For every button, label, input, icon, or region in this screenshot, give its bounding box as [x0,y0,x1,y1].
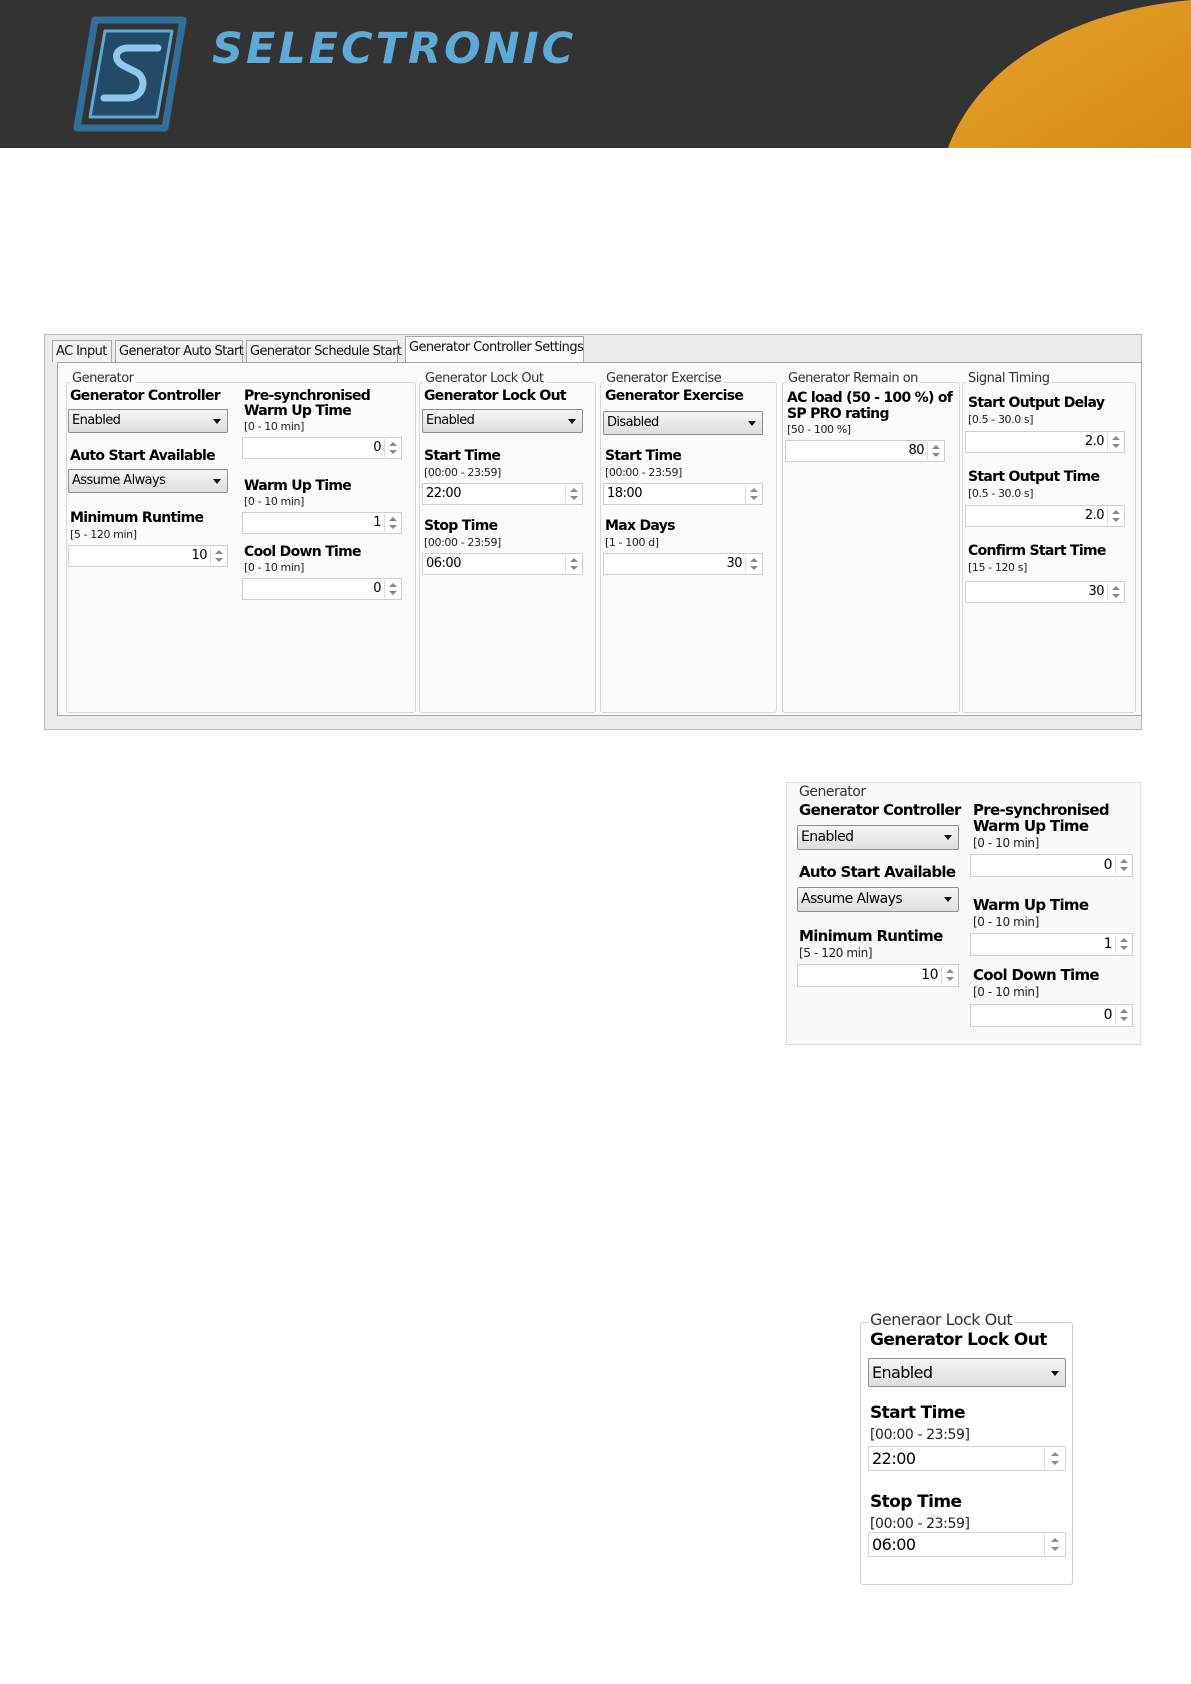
exercise-value: Disabled [607,415,659,430]
lockout-start-time-value: 22:00 [426,486,461,501]
lockout-start-time-input[interactable] [868,1446,1066,1471]
tab-generator-auto-start[interactable]: Generator Auto Start [115,340,243,362]
remain-on-group-title: Generator Remain on [788,371,918,386]
presync-warmup-input[interactable] [242,437,402,459]
spinner-arrows-icon[interactable] [1107,507,1123,525]
presync-warmup-range: [0 - 10 min] [244,420,304,433]
generator-controller-label: Generator Controller [70,388,220,404]
auto-start-available-value: Assume Always [801,891,903,907]
lockout-start-time-input[interactable] [422,483,583,505]
tab-ac-input[interactable]: AC Input [52,340,112,362]
auto-start-available-label: Auto Start Available [70,448,215,464]
warmup-time-range: [0 - 10 min] [244,495,304,508]
lockout-value: Enabled [426,413,475,428]
dropdown-arrow-icon [748,421,756,426]
confirm-start-time-label: Confirm Start Time [968,543,1106,559]
generator-controller-value: Enabled [801,829,854,845]
minimum-runtime-input[interactable] [797,964,959,987]
exercise-label: Generator Exercise [605,388,744,404]
dropdown-arrow-icon [213,479,221,484]
spinner-arrows-icon[interactable] [745,485,761,503]
exercise-start-time-value: 18:00 [607,486,642,501]
spinner-arrows-icon[interactable] [1044,1448,1064,1469]
generator-group-title: Generator [799,784,866,800]
lockout-value: Enabled [872,1363,933,1382]
lockout-stop-time-range: [00:00 - 23:59] [870,1516,970,1532]
generator-group-title: Generator [72,371,134,386]
spinner-arrows-icon[interactable] [927,442,943,460]
minimum-runtime-input[interactable] [68,545,228,567]
lockout-group-zoom [860,1310,1073,1585]
spinner-arrows-icon[interactable] [1115,935,1131,953]
start-output-delay-input[interactable] [965,431,1125,453]
start-output-time-label: Start Output Time [968,469,1100,485]
generator-group-zoom [786,782,1141,1045]
warmup-time-input[interactable] [242,512,402,534]
spinner-arrows-icon[interactable] [1107,433,1123,451]
spinner-arrows-icon[interactable] [745,555,761,573]
max-days-value: 30 [726,556,742,571]
spinner-arrows-icon[interactable] [384,514,400,532]
lockout-group-title: Generaor Lock Out [870,1310,1013,1329]
lockout-stop-time-label: Stop Time [870,1492,962,1512]
remain-on-input[interactable] [785,440,945,462]
lockout-stop-time-input[interactable] [422,553,583,575]
generator-controller-value: Enabled [72,413,121,428]
max-days-label: Max Days [605,518,675,534]
lockout-start-time-label: Start Time [870,1403,965,1423]
auto-start-available-label: Auto Start Available [799,863,956,881]
dropdown-arrow-icon [1051,1371,1059,1376]
presync-warmup-label-line2: Warm Up Time [973,817,1089,835]
remain-on-label-line1: AC load (50 - 100 %) of [787,390,953,406]
cooldown-time-label: Cool Down Time [973,966,1099,984]
minimum-runtime-range: [5 - 120 min] [70,528,137,541]
spinner-arrows-icon[interactable] [384,580,400,598]
confirm-start-time-range: [15 - 120 s] [968,561,1027,574]
warmup-time-range: [0 - 10 min] [973,915,1039,929]
presync-warmup-label-line1: Pre-synchronised [244,388,371,404]
auto-start-available-select[interactable] [68,469,228,493]
exercise-start-time-range: [00:00 - 23:59] [605,466,682,479]
presync-warmup-label-line1: Pre-synchronised [973,801,1109,819]
lockout-stop-time-input[interactable] [868,1532,1066,1557]
auto-start-available-select[interactable] [797,887,959,912]
dropdown-arrow-icon [944,897,952,902]
lockout-select[interactable] [422,409,583,433]
remain-on-range: [50 - 100 %] [787,423,851,436]
start-output-delay-label: Start Output Delay [968,395,1105,411]
lockout-label: Generator Lock Out [870,1330,1047,1350]
tab-panel [57,362,1142,716]
lockout-start-time-range: [00:00 - 23:59] [870,1427,970,1443]
cooldown-time-range: [0 - 10 min] [973,985,1039,999]
cooldown-time-input[interactable] [242,578,402,600]
remain-on-label-line2: SP PRO rating [787,406,889,422]
brand-header [0,0,1191,148]
spinner-arrows-icon[interactable] [1044,1534,1064,1555]
warmup-time-value: 1 [1103,936,1112,952]
lockout-label: Generator Lock Out [424,388,566,404]
cooldown-time-value: 0 [373,581,381,596]
spinner-arrows-icon[interactable] [1115,856,1131,874]
lockout-stop-time-value: 06:00 [872,1535,916,1554]
spinner-arrows-icon[interactable] [1107,583,1123,601]
warmup-time-value: 1 [373,515,381,530]
signal-timing-group-title: Signal Timing [968,371,1050,386]
spinner-arrows-icon[interactable] [210,547,226,565]
exercise-start-time-label: Start Time [605,448,682,464]
cooldown-time-value: 0 [1103,1007,1112,1023]
presync-warmup-range: [0 - 10 min] [973,836,1039,850]
selectronic-logo-icon [77,20,183,128]
max-days-input[interactable] [603,553,763,575]
generator-controller-select[interactable] [68,409,228,433]
minimum-runtime-label: Minimum Runtime [799,927,943,945]
max-days-range: [1 - 100 d] [605,536,659,549]
lockout-stop-time-range: [00:00 - 23:59] [424,536,501,549]
start-output-delay-range: [0.5 - 30.0 s] [968,413,1034,426]
start-output-time-range: [0.5 - 30.0 s] [968,487,1034,500]
spinner-arrows-icon[interactable] [565,485,581,503]
start-output-time-input[interactable] [965,505,1125,527]
cooldown-time-input[interactable] [970,1004,1133,1027]
auto-start-available-value: Assume Always [72,473,166,488]
exercise-group-title: Generator Exercise [606,371,722,386]
spinner-arrows-icon[interactable] [384,439,400,457]
minimum-runtime-range: [5 - 120 min] [799,946,873,960]
confirm-start-time-value: 30 [1088,584,1104,599]
exercise-start-time-input[interactable] [603,483,763,505]
minimum-runtime-label: Minimum Runtime [70,510,204,526]
presync-warmup-value: 0 [1103,857,1112,873]
lockout-start-time-value: 22:00 [872,1449,916,1468]
minimum-runtime-value: 10 [921,967,938,983]
brand-wordmark: SELECTRONIC [212,24,577,74]
presync-warmup-label-line2: Warm Up Time [244,403,352,419]
lockout-start-time-label: Start Time [424,448,501,464]
spinner-arrows-icon[interactable] [941,966,957,984]
warmup-time-label: Warm Up Time [244,478,352,494]
tab-generator-schedule-start[interactable]: Generator Schedule Start [246,340,398,362]
exercise-select[interactable] [603,411,763,435]
remain-on-value: 80 [908,443,924,458]
spinner-arrows-icon[interactable] [565,555,581,573]
start-output-time-value: 2.0 [1084,508,1104,523]
confirm-start-time-input[interactable] [965,581,1125,603]
cooldown-time-range: [0 - 10 min] [244,561,304,574]
lockout-select[interactable] [868,1358,1066,1387]
minimum-runtime-value: 10 [191,548,207,563]
lockout-group-title: Generator Lock Out [425,371,544,386]
header-graphics [0,0,1191,148]
warmup-time-input[interactable] [970,933,1133,956]
start-output-delay-value: 2.0 [1084,434,1104,449]
cooldown-time-label: Cool Down Time [244,544,361,560]
warmup-time-label: Warm Up Time [973,896,1089,914]
lockout-start-time-range: [00:00 - 23:59] [424,466,501,479]
generator-controller-select[interactable] [797,825,959,850]
generator-controller-label: Generator Controller [799,801,961,819]
dropdown-arrow-icon [213,419,221,424]
lockout-stop-time-value: 06:00 [426,556,461,571]
lockout-stop-time-label: Stop Time [424,518,498,534]
sun-arc-shape [948,0,1191,148]
presync-warmup-value: 0 [373,440,381,455]
dropdown-arrow-icon [944,835,952,840]
presync-warmup-input[interactable] [970,854,1133,877]
dropdown-arrow-icon [568,419,576,424]
tab-generator-controller-settings[interactable]: Generator Controller Settings [405,336,584,362]
spinner-arrows-icon[interactable] [1115,1006,1131,1024]
